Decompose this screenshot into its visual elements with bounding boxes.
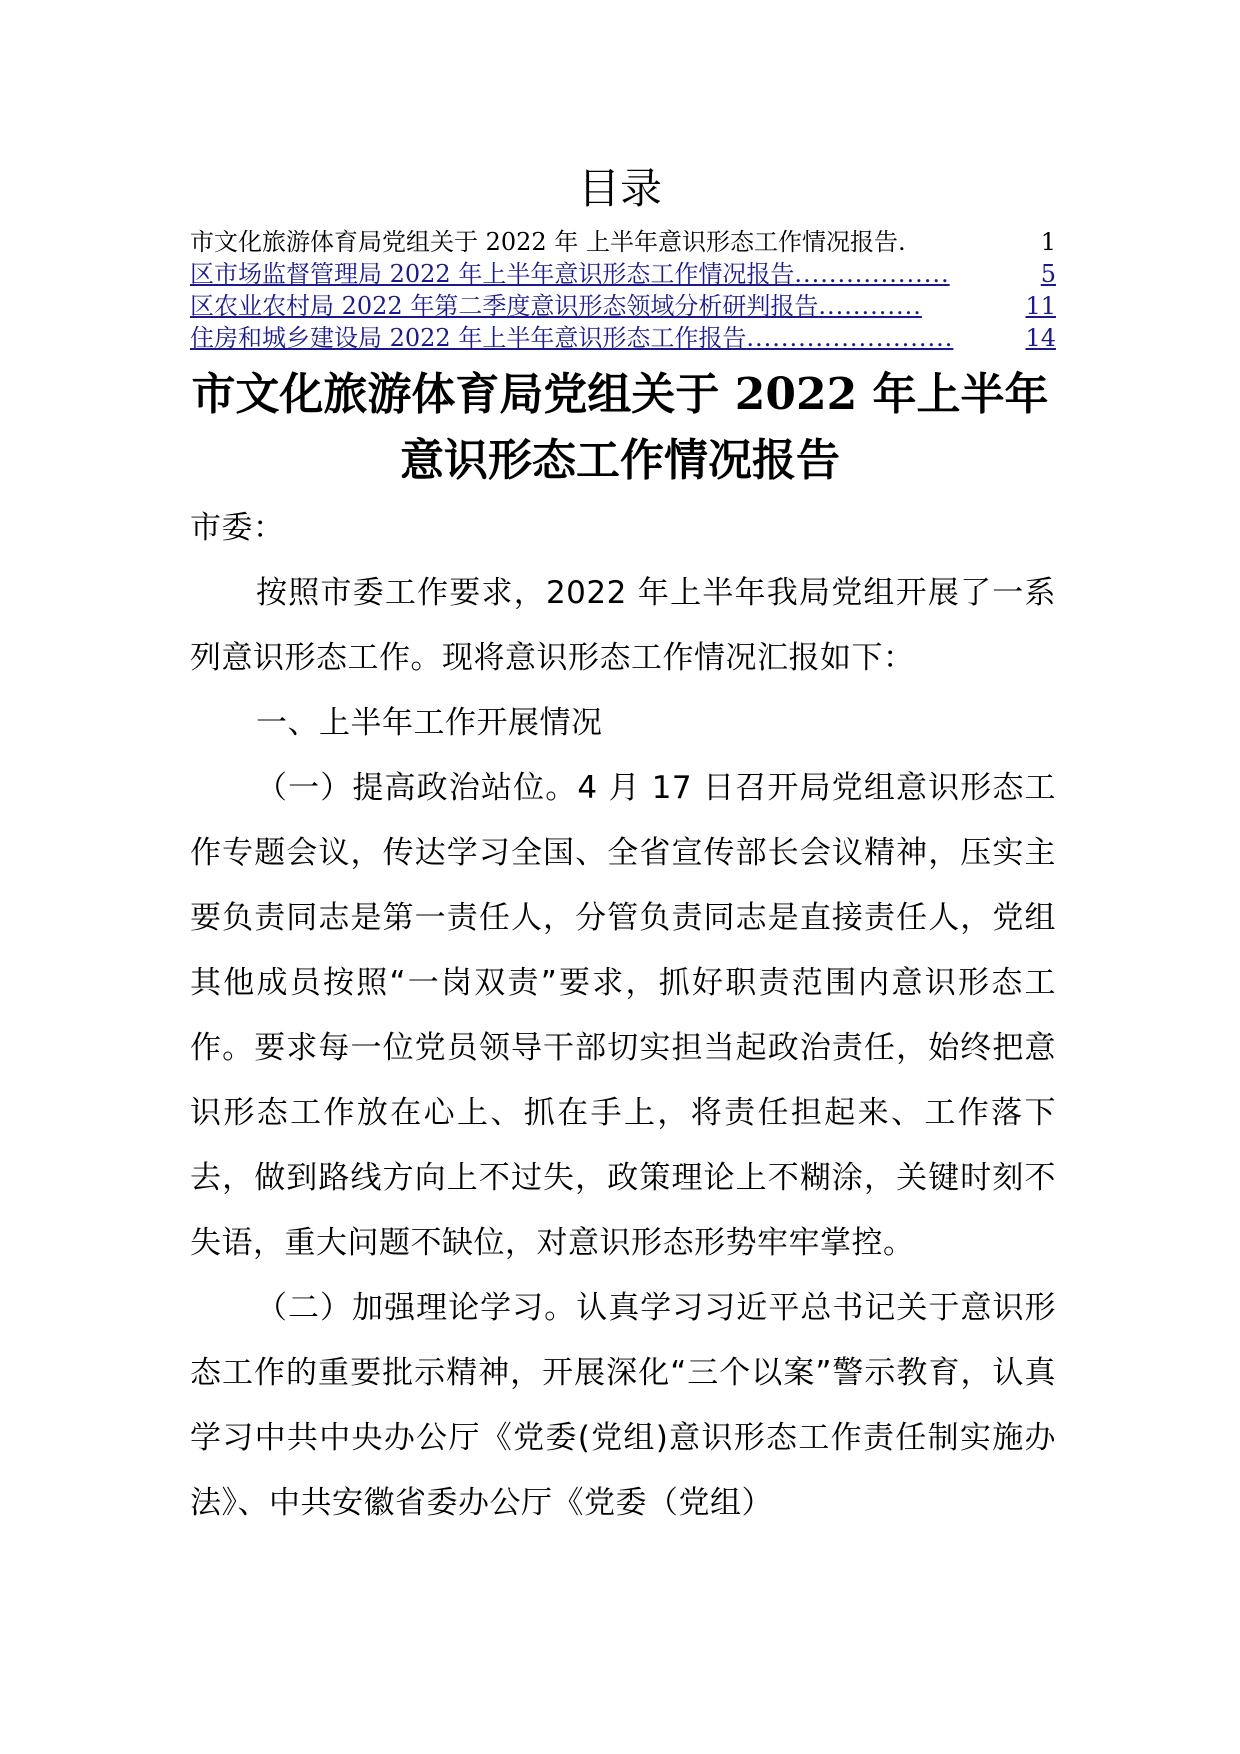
toc-entry-3[interactable] bbox=[190, 290, 1056, 322]
toc-entry-1[interactable] bbox=[190, 226, 1056, 258]
toc-entry-text: 区农业农村局 2022 年第二季度意识形态领域分析研判报告 bbox=[190, 292, 819, 320]
toc-entry-leader: ............ bbox=[818, 292, 922, 320]
paragraph-intro: 按照市委工作要求，2022 年上半年我局党组开展了一系列意识形态工作。现将意识形态工作情况汇报如下： bbox=[190, 575, 1056, 676]
toc-entry-leader: ........................ bbox=[746, 324, 954, 352]
toc-entry-page: 14 bbox=[1025, 324, 1056, 352]
toc-title: 目录 bbox=[577, 164, 662, 213]
table-of-contents bbox=[190, 226, 1056, 354]
paragraph-2: （二）加强理论学习。认真学习习近平总书记关于意识形态工作的重要批示精神，开展深化“三个以案”警示教育，认真学习中共中央办公厅《党委(党组)意识形态工作责任制实施办法》、中共安徽省委办公厅《党委（党组） bbox=[190, 1290, 1056, 1521]
document-title-line-2: 意识形态工作情况报告 bbox=[400, 435, 840, 486]
salutation: 市委： bbox=[190, 510, 285, 546]
toc-entry-page: 11 bbox=[1025, 292, 1056, 320]
toc-entry-4[interactable] bbox=[190, 322, 1056, 354]
section-heading: 一、上半年工作开展情况 bbox=[256, 705, 603, 741]
toc-entry-text: 住房和城乡建设局 2022 年上半年意识形态工作报告 bbox=[190, 324, 747, 352]
toc-entry-page: 5 bbox=[1040, 260, 1056, 288]
toc-entry-page: 1 bbox=[1040, 228, 1056, 256]
document-title-line-1: 市文化旅游体育局党组关于 2022 年上半年 bbox=[191, 369, 1049, 420]
toc-entry-leader: . bbox=[897, 228, 907, 256]
paragraph-1: （一）提高政治站位。4 月 17 日召开局党组意识形态工作专题会议，传达学习全国、全省宣传部长会议精神，压实主要负责同志是第一责任人，分管负责同志是直接责任人，党组其他成员按照“一岗双责”要求，抓好职责范围内意识形态工作。要求每一位党员领导干部切实担当起政治责任，始终把意识形态工作放在心上、抓在手上，将责任担起来、工作落下去，做到路线方向上不过失，政策理论上不糊涂，关键时刻不失语，重大问题不缺位，对意识形态形势牢牢掌控。 bbox=[190, 770, 1056, 1261]
toc-entry-text: 市文化旅游体育局党组关于 2022 年 上半年意识形态工作情况报告 bbox=[190, 228, 898, 256]
toc-entry-text: 区市场监督管理局 2022 年上半年意识形态工作情况报告 bbox=[190, 260, 795, 288]
toc-entry-2[interactable] bbox=[190, 258, 1056, 290]
document-title bbox=[0, 362, 1240, 494]
toc-entry-leader: .................. bbox=[794, 260, 950, 288]
document-body bbox=[190, 496, 1056, 1536]
